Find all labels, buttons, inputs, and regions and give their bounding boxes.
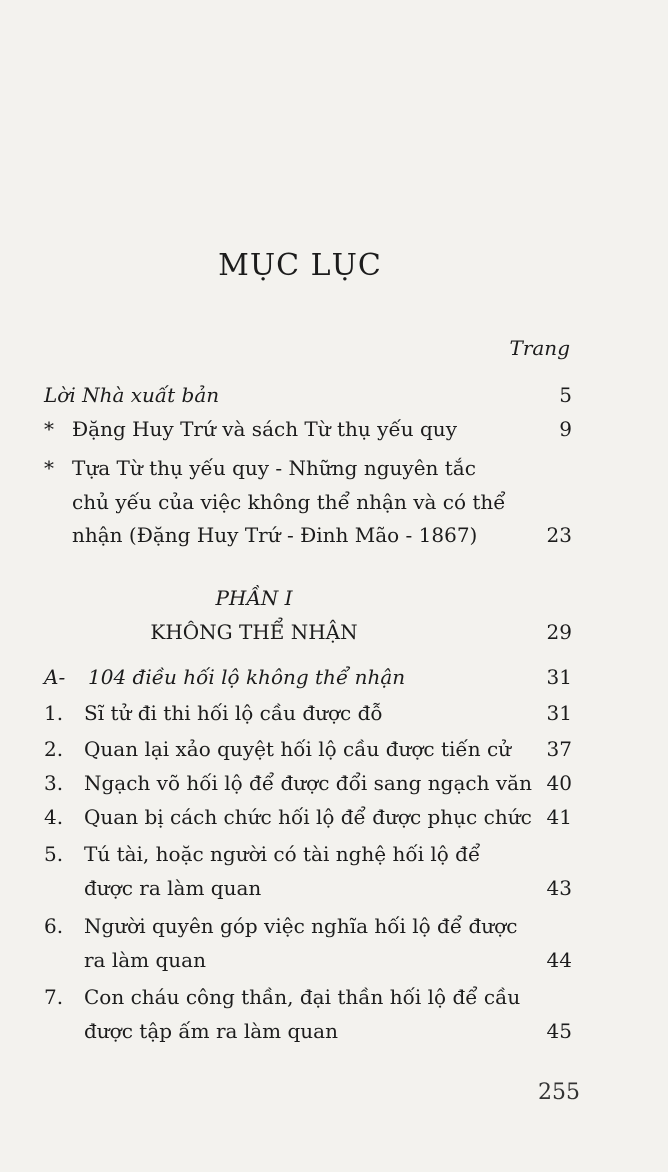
- toc-entry-page: 5: [559, 383, 572, 407]
- item-page: 31: [546, 701, 572, 725]
- toc-entry-text: Đặng Huy Trứ và sách Từ thụ yếu quy: [72, 417, 457, 441]
- item-page: 40: [546, 771, 572, 795]
- item-text: Quan lại xảo quyệt hối lộ cầu được tiến cử: [84, 737, 512, 761]
- page-number: 255: [538, 1080, 580, 1105]
- section-text: 104 điều hối lộ không thể nhận: [88, 665, 406, 689]
- item-number: 4.: [44, 805, 64, 829]
- item-number: 3.: [44, 771, 64, 795]
- toc-entry-text-line: nhận (Đặng Huy Trứ - Đinh Mão - 1867): [72, 523, 478, 547]
- item-text: Quan bị cách chức hối lộ để được phục chức: [84, 805, 532, 829]
- toc-entry-page: 29: [546, 620, 572, 644]
- toc-entry-page: 23: [546, 523, 572, 547]
- part-label-text: PHẦN I: [215, 586, 293, 610]
- toc-entry-page: 31: [546, 665, 572, 689]
- part-title-text: KHÔNG THỂ NHẬN: [150, 620, 358, 644]
- item-number: 2.: [44, 737, 64, 761]
- toc-entry-text: Lời Nhà xuất bản: [44, 383, 220, 407]
- toc-entry-text-line: chủ yếu của việc không thể nhận và có thể: [72, 490, 506, 514]
- item-text: Tú tài, hoặc người có tài nghệ hối lộ để: [84, 842, 481, 866]
- item-text: Ngạch võ hối lộ để được đổi sang ngạch văn: [84, 771, 532, 795]
- asterisk-marker: *: [44, 417, 54, 441]
- item-number: 5.: [44, 842, 64, 866]
- item-text: được ra làm quan: [84, 876, 262, 900]
- item-text: ra làm quan: [84, 948, 206, 972]
- toc-entry-text-line: Tựa Từ thụ yếu quy - Những nguyên tắc: [72, 456, 476, 480]
- toc-entry-page: 9: [559, 417, 572, 441]
- page-title: MỤC LỤC: [218, 248, 382, 284]
- asterisk-marker: *: [44, 456, 54, 480]
- item-number: 7.: [44, 985, 64, 1009]
- item-number: 1.: [44, 701, 64, 725]
- section-marker: A-: [44, 665, 66, 689]
- item-page: 44: [546, 948, 572, 972]
- item-text: Con cháu công thần, đại thần hối lộ để cầu: [84, 985, 521, 1009]
- item-page: 41: [546, 805, 572, 829]
- item-page: 43: [546, 876, 572, 900]
- item-page: 37: [546, 737, 572, 761]
- item-text: Sĩ tử đi thi hối lộ cầu được đỗ: [84, 701, 383, 725]
- item-number: 6.: [44, 914, 64, 938]
- item-text: được tập ấm ra làm quan: [84, 1019, 338, 1043]
- page-column-label: Trang: [509, 336, 570, 360]
- item-text: Người quyên góp việc nghĩa hối lộ để được: [84, 914, 518, 938]
- item-page: 45: [546, 1019, 572, 1043]
